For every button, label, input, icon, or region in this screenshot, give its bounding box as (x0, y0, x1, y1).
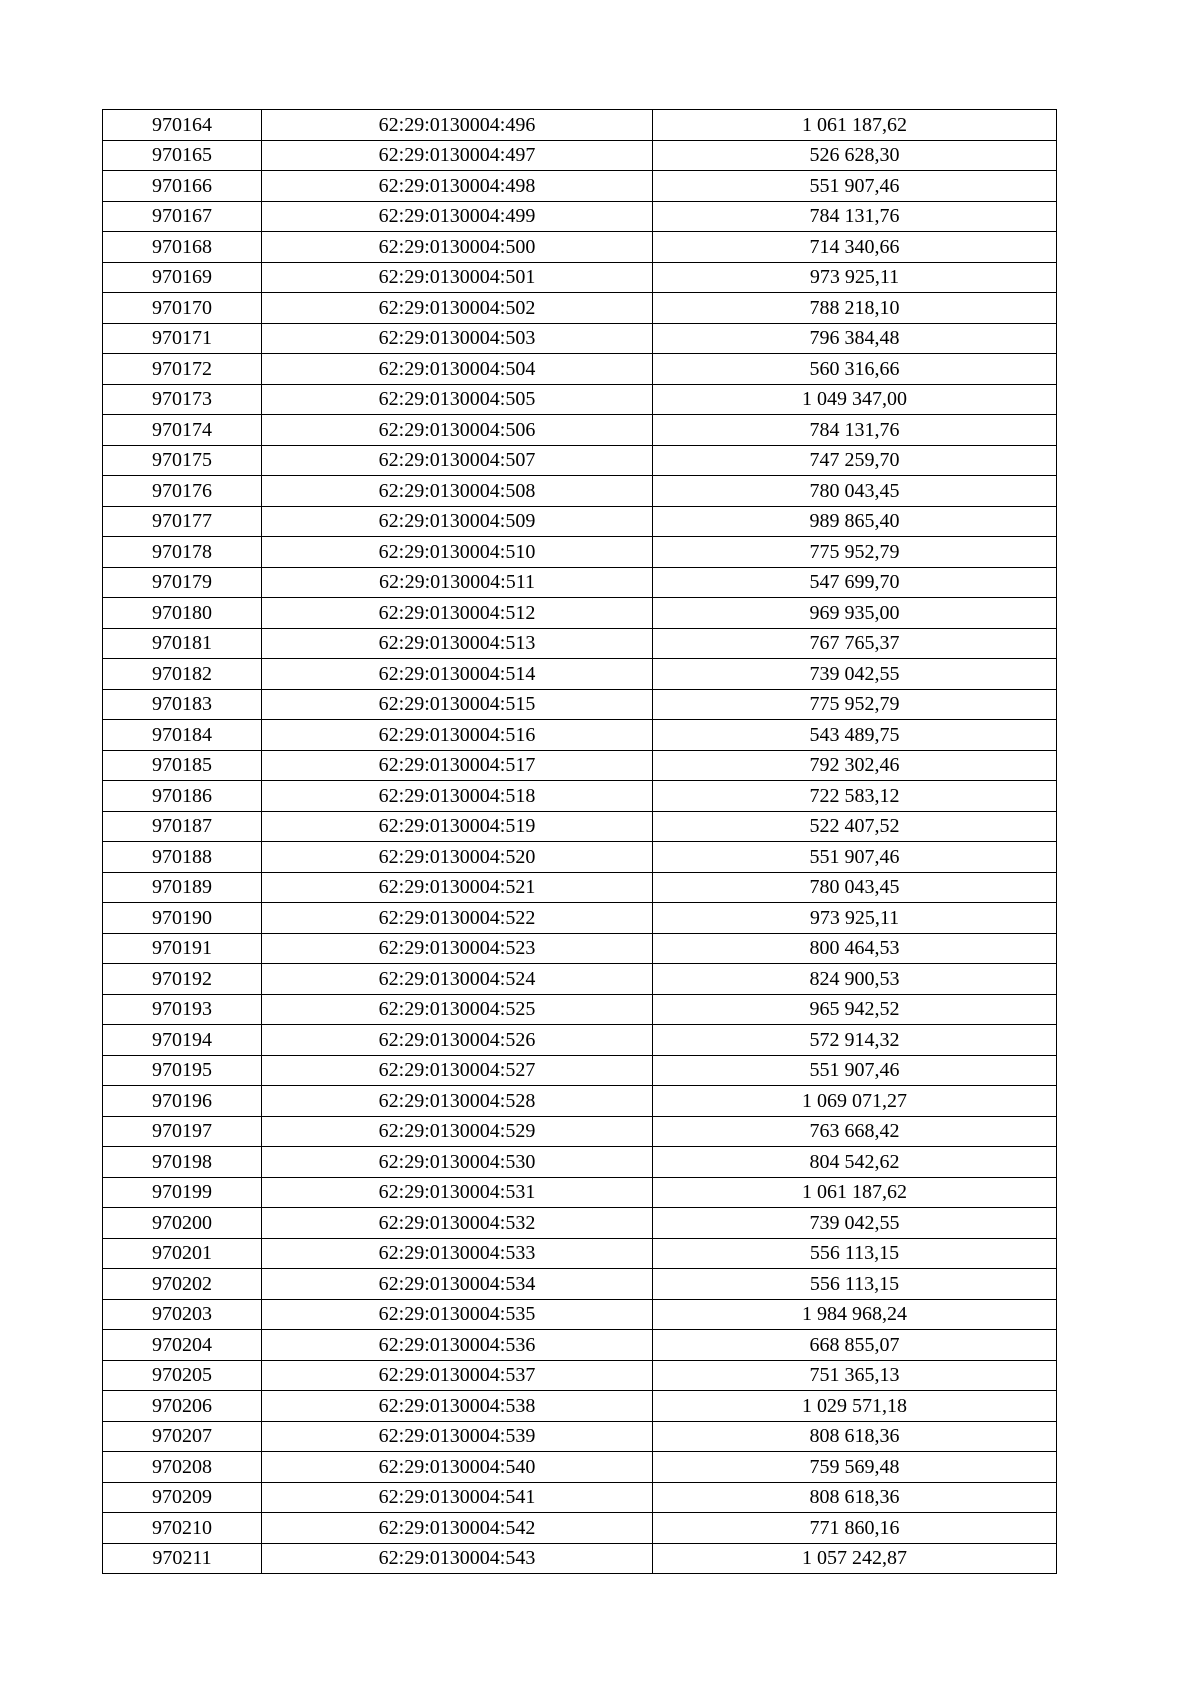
table-row (103, 1147, 1057, 1178)
row-number-cell: 970179 (103, 567, 262, 598)
cadastral-value-cell: 1 984 968,24 (653, 1299, 1057, 1330)
row-number-cell: 970171 (103, 323, 262, 354)
cadastral-number-cell: 62:29:0130004:522 (262, 903, 653, 934)
cadastral-number-cell: 62:29:0130004:511 (262, 567, 653, 598)
cadastral-number-cell: 62:29:0130004:534 (262, 1269, 653, 1300)
row-number-cell: 970186 (103, 781, 262, 812)
table-row (103, 232, 1057, 263)
table-row (103, 964, 1057, 995)
cadastral-number-cell: 62:29:0130004:499 (262, 201, 653, 232)
cadastral-value-cell: 784 131,76 (653, 201, 1057, 232)
row-number-cell: 970203 (103, 1299, 262, 1330)
table-row (103, 537, 1057, 568)
cadastral-number-cell: 62:29:0130004:527 (262, 1055, 653, 1086)
row-number-cell: 970211 (103, 1543, 262, 1574)
table-row (103, 1482, 1057, 1513)
table-row (103, 1025, 1057, 1056)
cadastral-number-cell: 62:29:0130004:521 (262, 872, 653, 903)
cadastral-value-cell: 824 900,53 (653, 964, 1057, 995)
row-number-cell: 970200 (103, 1208, 262, 1239)
row-number-cell: 970188 (103, 842, 262, 873)
row-number-cell: 970197 (103, 1116, 262, 1147)
cadastral-number-cell: 62:29:0130004:502 (262, 293, 653, 324)
cadastral-number-cell: 62:29:0130004:539 (262, 1421, 653, 1452)
cadastral-value-cell: 551 907,46 (653, 171, 1057, 202)
cadastral-number-cell: 62:29:0130004:536 (262, 1330, 653, 1361)
cadastral-number-cell: 62:29:0130004:524 (262, 964, 653, 995)
cadastral-number-cell: 62:29:0130004:507 (262, 445, 653, 476)
cadastral-value-cell: 714 340,66 (653, 232, 1057, 263)
row-number-cell: 970193 (103, 994, 262, 1025)
table-row (103, 476, 1057, 507)
row-number-cell: 970206 (103, 1391, 262, 1422)
cadastral-value-cell: 792 302,46 (653, 750, 1057, 781)
cadastral-number-cell: 62:29:0130004:505 (262, 384, 653, 415)
row-number-cell: 970182 (103, 659, 262, 690)
cadastral-number-cell: 62:29:0130004:530 (262, 1147, 653, 1178)
cadastral-number-cell: 62:29:0130004:518 (262, 781, 653, 812)
row-number-cell: 970209 (103, 1482, 262, 1513)
cadastral-value-cell: 800 464,53 (653, 933, 1057, 964)
cadastral-value-cell: 556 113,15 (653, 1269, 1057, 1300)
cadastral-value-cell: 796 384,48 (653, 323, 1057, 354)
row-number-cell: 970192 (103, 964, 262, 995)
row-number-cell: 970165 (103, 140, 262, 171)
cadastral-value-cell: 747 259,70 (653, 445, 1057, 476)
row-number-cell: 970207 (103, 1421, 262, 1452)
cadastral-value-cell: 780 043,45 (653, 476, 1057, 507)
table-row (103, 354, 1057, 385)
table-row (103, 262, 1057, 293)
cadastral-number-cell: 62:29:0130004:513 (262, 628, 653, 659)
table-row (103, 872, 1057, 903)
table-row (103, 750, 1057, 781)
row-number-cell: 970167 (103, 201, 262, 232)
cadastral-value-cell: 767 765,37 (653, 628, 1057, 659)
cadastral-value-cell: 775 952,79 (653, 537, 1057, 568)
row-number-cell: 970210 (103, 1513, 262, 1544)
cadastral-number-cell: 62:29:0130004:497 (262, 140, 653, 171)
cadastral-number-cell: 62:29:0130004:520 (262, 842, 653, 873)
table-row (103, 598, 1057, 629)
cadastral-number-cell: 62:29:0130004:504 (262, 354, 653, 385)
row-number-cell: 970190 (103, 903, 262, 934)
cadastral-value-cell: 973 925,11 (653, 262, 1057, 293)
table-row (103, 1543, 1057, 1574)
row-number-cell: 970195 (103, 1055, 262, 1086)
cadastral-value-cell: 556 113,15 (653, 1238, 1057, 1269)
table-row (103, 171, 1057, 202)
table-row (103, 994, 1057, 1025)
table-row (103, 811, 1057, 842)
cadastral-value-cell: 1 057 242,87 (653, 1543, 1057, 1574)
cadastral-value-cell: 722 583,12 (653, 781, 1057, 812)
cadastral-value-cell: 543 489,75 (653, 720, 1057, 751)
table-row (103, 659, 1057, 690)
cadastral-value-cell: 780 043,45 (653, 872, 1057, 903)
cadastral-value-cell: 808 618,36 (653, 1421, 1057, 1452)
row-number-cell: 970208 (103, 1452, 262, 1483)
row-number-cell: 970189 (103, 872, 262, 903)
row-number-cell: 970194 (103, 1025, 262, 1056)
row-number-cell: 970176 (103, 476, 262, 507)
cadastral-value-cell: 965 942,52 (653, 994, 1057, 1025)
table-row (103, 1238, 1057, 1269)
table-row (103, 384, 1057, 415)
cadastral-number-cell: 62:29:0130004:512 (262, 598, 653, 629)
table-row (103, 933, 1057, 964)
cadastral-value-cell: 1 069 071,27 (653, 1086, 1057, 1117)
cadastral-number-cell: 62:29:0130004:543 (262, 1543, 653, 1574)
table-row (103, 1330, 1057, 1361)
table-row (103, 567, 1057, 598)
table-row (103, 1391, 1057, 1422)
table-body (103, 110, 1057, 1574)
row-number-cell: 970178 (103, 537, 262, 568)
cadastral-number-cell: 62:29:0130004:515 (262, 689, 653, 720)
table-row (103, 1177, 1057, 1208)
cadastral-number-cell: 62:29:0130004:508 (262, 476, 653, 507)
table-row (103, 903, 1057, 934)
table-row (103, 1116, 1057, 1147)
table-row (103, 323, 1057, 354)
table-row (103, 506, 1057, 537)
row-number-cell: 970191 (103, 933, 262, 964)
table-row (103, 445, 1057, 476)
cadastral-value-cell: 551 907,46 (653, 842, 1057, 873)
table-row (103, 842, 1057, 873)
table-row (103, 1421, 1057, 1452)
cadastral-number-cell: 62:29:0130004:519 (262, 811, 653, 842)
cadastral-number-cell: 62:29:0130004:540 (262, 1452, 653, 1483)
cadastral-value-cell: 775 952,79 (653, 689, 1057, 720)
table-row (103, 1269, 1057, 1300)
row-number-cell: 970180 (103, 598, 262, 629)
cadastral-value-cell: 739 042,55 (653, 659, 1057, 690)
cadastral-value-cell: 522 407,52 (653, 811, 1057, 842)
cadastral-number-cell: 62:29:0130004:531 (262, 1177, 653, 1208)
row-number-cell: 970201 (103, 1238, 262, 1269)
row-number-cell: 970181 (103, 628, 262, 659)
cadastral-value-cell: 1 029 571,18 (653, 1391, 1057, 1422)
cadastral-number-cell: 62:29:0130004:537 (262, 1360, 653, 1391)
row-number-cell: 970202 (103, 1269, 262, 1300)
row-number-cell: 970183 (103, 689, 262, 720)
cadastral-value-cell: 547 699,70 (653, 567, 1057, 598)
cadastral-number-cell: 62:29:0130004:535 (262, 1299, 653, 1330)
cadastral-value-cell: 560 316,66 (653, 354, 1057, 385)
cadastral-value-cell: 969 935,00 (653, 598, 1057, 629)
cadastral-value-cell: 989 865,40 (653, 506, 1057, 537)
cadastral-number-cell: 62:29:0130004:500 (262, 232, 653, 263)
row-number-cell: 970168 (103, 232, 262, 263)
cadastral-number-cell: 62:29:0130004:501 (262, 262, 653, 293)
cadastral-number-cell: 62:29:0130004:529 (262, 1116, 653, 1147)
row-number-cell: 970173 (103, 384, 262, 415)
cadastral-value-cell: 804 542,62 (653, 1147, 1057, 1178)
table-row (103, 1452, 1057, 1483)
row-number-cell: 970175 (103, 445, 262, 476)
cadastral-value-cell: 771 860,16 (653, 1513, 1057, 1544)
cadastral-number-cell: 62:29:0130004:506 (262, 415, 653, 446)
cadastral-value-cell: 973 925,11 (653, 903, 1057, 934)
cadastral-value-table (102, 109, 1057, 1574)
table-row (103, 201, 1057, 232)
cadastral-value-cell: 739 042,55 (653, 1208, 1057, 1239)
table-row (103, 110, 1057, 141)
cadastral-number-cell: 62:29:0130004:510 (262, 537, 653, 568)
cadastral-value-cell: 763 668,42 (653, 1116, 1057, 1147)
table-row (103, 1086, 1057, 1117)
row-number-cell: 970170 (103, 293, 262, 324)
cadastral-value-cell: 572 914,32 (653, 1025, 1057, 1056)
row-number-cell: 970166 (103, 171, 262, 202)
row-number-cell: 970177 (103, 506, 262, 537)
cadastral-value-cell: 1 049 347,00 (653, 384, 1057, 415)
row-number-cell: 970205 (103, 1360, 262, 1391)
cadastral-value-cell: 526 628,30 (653, 140, 1057, 171)
cadastral-number-cell: 62:29:0130004:509 (262, 506, 653, 537)
cadastral-number-cell: 62:29:0130004:542 (262, 1513, 653, 1544)
row-number-cell: 970185 (103, 750, 262, 781)
table-row (103, 781, 1057, 812)
row-number-cell: 970172 (103, 354, 262, 385)
row-number-cell: 970204 (103, 1330, 262, 1361)
cadastral-value-cell: 751 365,13 (653, 1360, 1057, 1391)
cadastral-value-cell: 784 131,76 (653, 415, 1057, 446)
cadastral-number-cell: 62:29:0130004:528 (262, 1086, 653, 1117)
row-number-cell: 970196 (103, 1086, 262, 1117)
cadastral-value-cell: 788 218,10 (653, 293, 1057, 324)
cadastral-number-cell: 62:29:0130004:532 (262, 1208, 653, 1239)
table-row (103, 293, 1057, 324)
row-number-cell: 970174 (103, 415, 262, 446)
cadastral-number-cell: 62:29:0130004:514 (262, 659, 653, 690)
cadastral-number-cell: 62:29:0130004:538 (262, 1391, 653, 1422)
table-row (103, 720, 1057, 751)
table-row (103, 1513, 1057, 1544)
cadastral-value-cell: 759 569,48 (653, 1452, 1057, 1483)
row-number-cell: 970187 (103, 811, 262, 842)
cadastral-number-cell: 62:29:0130004:517 (262, 750, 653, 781)
cadastral-number-cell: 62:29:0130004:541 (262, 1482, 653, 1513)
row-number-cell: 970169 (103, 262, 262, 293)
cadastral-value-cell: 668 855,07 (653, 1330, 1057, 1361)
cadastral-value-cell: 551 907,46 (653, 1055, 1057, 1086)
table-row (103, 1299, 1057, 1330)
cadastral-number-cell: 62:29:0130004:533 (262, 1238, 653, 1269)
cadastral-number-cell: 62:29:0130004:516 (262, 720, 653, 751)
row-number-cell: 970199 (103, 1177, 262, 1208)
row-number-cell: 970198 (103, 1147, 262, 1178)
row-number-cell: 970184 (103, 720, 262, 751)
cadastral-value-cell: 1 061 187,62 (653, 1177, 1057, 1208)
cadastral-number-cell: 62:29:0130004:526 (262, 1025, 653, 1056)
table-row (103, 140, 1057, 171)
cadastral-number-cell: 62:29:0130004:498 (262, 171, 653, 202)
table-row (103, 689, 1057, 720)
table-row (103, 415, 1057, 446)
cadastral-number-cell: 62:29:0130004:503 (262, 323, 653, 354)
table-row (103, 1208, 1057, 1239)
table-row (103, 1360, 1057, 1391)
row-number-cell: 970164 (103, 110, 262, 141)
table-row (103, 1055, 1057, 1086)
cadastral-number-cell: 62:29:0130004:523 (262, 933, 653, 964)
cadastral-number-cell: 62:29:0130004:525 (262, 994, 653, 1025)
cadastral-value-cell: 808 618,36 (653, 1482, 1057, 1513)
cadastral-value-cell: 1 061 187,62 (653, 110, 1057, 141)
table-row (103, 628, 1057, 659)
cadastral-number-cell: 62:29:0130004:496 (262, 110, 653, 141)
